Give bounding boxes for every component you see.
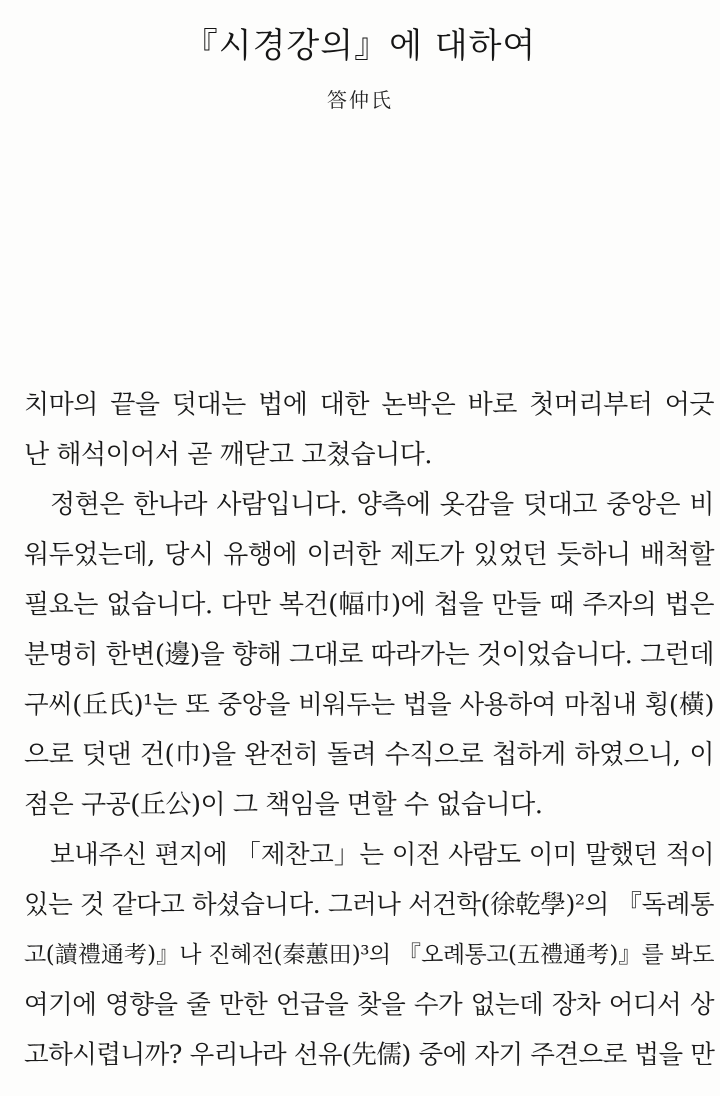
text-line: 정현은 한나라 사람입니다. 양측에 옷감을 덧대고 중앙은 비 [50, 490, 714, 520]
text-line: 으로 덧댄 건(巾)을 완전히 돌려 수직으로 첩하게 하였으니, 이 [24, 740, 714, 770]
text-line: 구씨(丘氏)¹는 또 중앙을 비워두는 법을 사용하여 마침내 횡(橫) [24, 690, 714, 720]
text-line: 분명히 한변(邊)을 향해 그대로 따라가는 것이었습니다. 그런데 [24, 640, 714, 670]
document-author: 答仲氏 [327, 88, 393, 112]
text-line: 워두었는데, 당시 유행에 이러한 제도가 있었던 듯하니 배척할 [24, 540, 714, 570]
text-line: 고하시렵니까? 우리나라 선유(先儒) 중에 자기 주견으로 법을 만 [24, 1040, 715, 1070]
text-line: 점은 구공(丘公)이 그 책임을 면할 수 없습니다. [24, 790, 543, 820]
document-title: 『시경강의』에 대하여 [183, 26, 537, 66]
text-line: 난 해석이어서 곧 깨닫고 고쳤습니다. [24, 440, 433, 470]
text-line: 필요는 없습니다. 다만 복건(幅巾)에 첩을 만들 때 주자의 법은 [24, 590, 714, 620]
text-line: 보내주신 편지에 「제찬고」는 이전 사람도 이미 말했던 적이 [50, 840, 714, 870]
text-line: 치마의 끝을 덧대는 법에 대한 논박은 바로 첫머리부터 어긋 [24, 390, 714, 420]
text-line: 고(讀禮通考)』나 진혜전(秦蕙田)³의 『오례통고(五禮通考)』를 봐도 [24, 942, 714, 968]
text-line: 있는 것 같다고 하셨습니다. 그러나 서건학(徐乾學)²의 『독례통 [24, 890, 714, 920]
text-line: 여기에 영향을 줄 만한 언급을 찾을 수가 없는데 장차 어디서 상 [24, 990, 714, 1020]
body-text [24, 380, 714, 1080]
